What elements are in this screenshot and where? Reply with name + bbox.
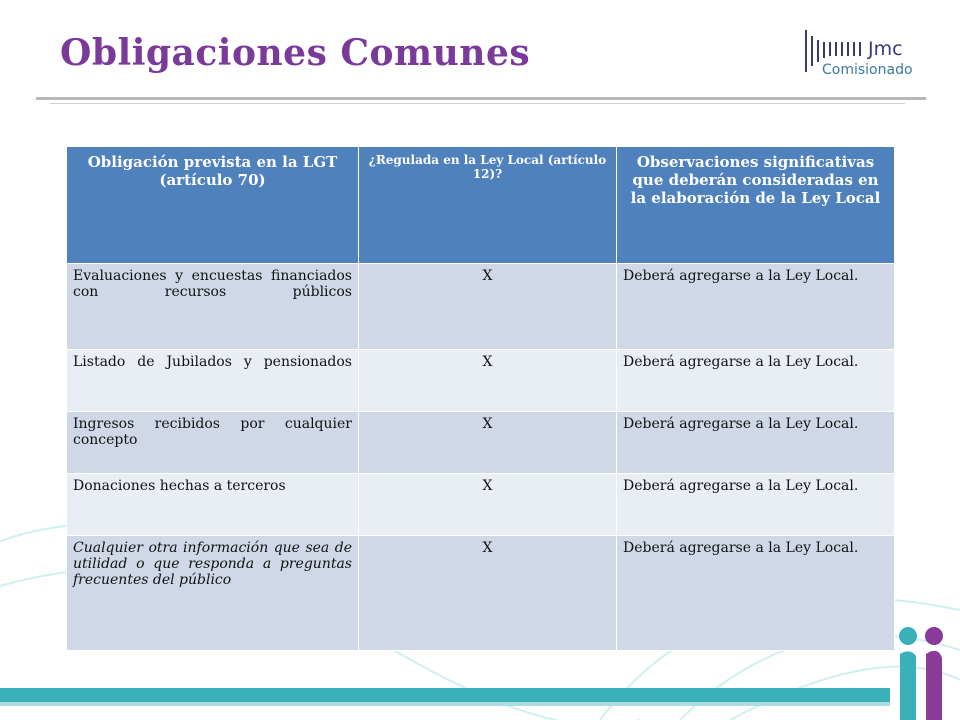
- cell-regulada: X: [359, 264, 617, 350]
- cell-observacion: Deberá agregarse a la Ley Local.: [617, 350, 895, 412]
- header-obligacion: Obligación prevista en la LGT (artículo 70): [67, 147, 359, 264]
- table-row: [67, 474, 895, 536]
- cell-observacion: Deberá agregarse a la Ley Local.: [617, 264, 895, 350]
- cell-obligacion: Ingresos recibidos por cualquier concepto: [67, 412, 359, 474]
- ii-brand-icon: [896, 624, 950, 720]
- obligaciones-table: [66, 146, 895, 651]
- cell-observacion: Deberá agregarse a la Ley Local.: [617, 474, 895, 536]
- slide-title: Obligaciones Comunes: [60, 32, 531, 74]
- table-row: [67, 264, 895, 350]
- table-row: [67, 412, 895, 474]
- table-row: [67, 536, 895, 651]
- header-regulada: ¿Regulada en la Ley Local (artículo 12)?: [359, 147, 617, 264]
- header-observaciones: Observaciones significativas que deberán consideradas en la elaboración de la Ley Local: [617, 147, 895, 264]
- cell-regulada: X: [359, 536, 617, 651]
- cell-obligacion: Listado de Jubilados y pensionados: [67, 350, 359, 412]
- table-row: [67, 350, 895, 412]
- title-divider-thin: [50, 103, 905, 104]
- cell-obligacion: Cualquier otra información que sea de utilidad o que responda a preguntas frecuentes del público: [67, 536, 359, 651]
- table-header-row: [67, 147, 895, 264]
- cell-regulada: X: [359, 350, 617, 412]
- cell-observacion: Deberá agregarse a la Ley Local.: [617, 536, 895, 651]
- title-divider: [36, 97, 926, 100]
- cell-observacion: Deberá agregarse a la Ley Local.: [617, 412, 895, 474]
- footer-accent-bar-light: [0, 702, 890, 706]
- footer-accent-bar: [0, 688, 890, 702]
- cell-regulada: X: [359, 412, 617, 474]
- cell-obligacion: Donaciones hechas a terceros: [67, 474, 359, 536]
- logo-subtitle: Comisionado: [822, 62, 913, 78]
- logo-brand: Jmc: [868, 38, 903, 60]
- cell-regulada: X: [359, 474, 617, 536]
- cell-obligacion: Evaluaciones y encuestas financiados con recursos públicos: [67, 264, 359, 350]
